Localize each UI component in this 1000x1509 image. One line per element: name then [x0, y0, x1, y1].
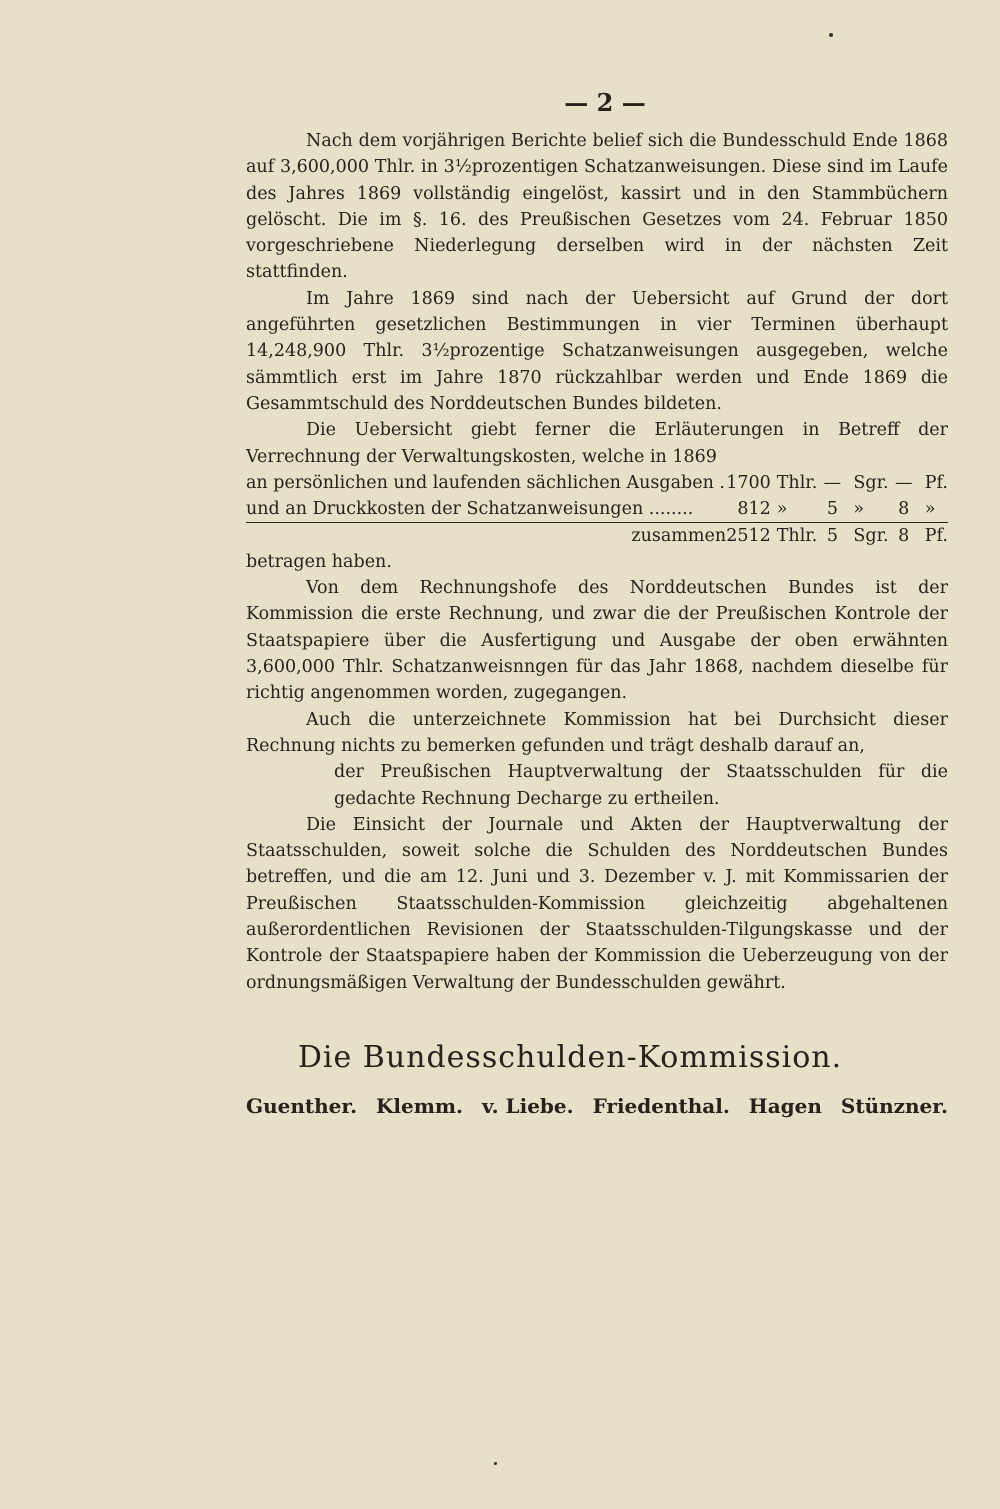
paragraph: Von dem Rechnungshofe des Norddeutschen Bundes ist der Kommission die erste Rechnung, und zwar die der Preußischen Kontrole der Staatspapiere über die Ausfertigung und Ausgabe der oben erwähnten 3,600,000 Thlr. Schatzanweisnngen für das Jahr 1868, nachdem dieselbe für richtig angenommen worden, zugegangen.	[246, 578, 948, 704]
paragraph: Im Jahre 1869 sind nach der Uebersicht auf Grund der dort angeführten gesetzlichen Bestimmungen in vier Terminen überhaupt 14,248,900 Thlr. 3½prozentige Schatzanweisungen ausgegeben, welche sämmtlich erst im Jahre 1870 rückzahlbar werden und Ende 1869 die Gesammtschuld des Norddeutschen Bundes bildeten.	[246, 288, 948, 414]
ledger-row	[246, 496, 948, 523]
signature-name: Guenther.	[246, 1094, 358, 1118]
ledger-label: an persönlichen und laufenden sächlichen Ausgaben .	[246, 472, 725, 493]
ink-speck	[494, 1462, 497, 1465]
ledger-total-row	[246, 522, 948, 549]
cost-ledger	[246, 470, 948, 549]
resolution: der Preußischen Hauptverwaltung der Staatsschulden für die gedachte Rechnung Decharge zu ertheilen.	[334, 762, 948, 809]
ledger-total-sgr-unit: Sgr.	[847, 522, 888, 549]
ledger-thlr: 1700	[726, 472, 771, 493]
ledger-total-thlr: 2512	[726, 522, 771, 549]
signatures	[246, 1094, 948, 1118]
ledger-row	[246, 470, 948, 496]
paragraph: betragen haben.	[246, 551, 392, 572]
paragraph: Auch die unterzeichnete Kommission hat bei Durchsicht dieser Rechnung nichts zu bemerken gefunden und trägt deshalb darauf an,	[246, 709, 948, 756]
ledger-pf-unit: »	[924, 498, 936, 519]
ledger-pf-unit: Pf.	[924, 472, 948, 493]
body-text	[246, 128, 948, 996]
ledger-thlr-unit: »	[776, 498, 788, 519]
paragraph: Die Einsicht der Journale und Akten der Hauptverwaltung der Staatsschulden, soweit solche die Schulden des Norddeutschen Bundes betreffen, und die am 12. Juni und 3. Dezember v. J. mit Kommissarien der Preußischen Staatsschulden-Kommission gleichzeitig abgehaltenen außerordentlichen Revisionen der Staatsschulden-Tilgungskasse und der Kontrole der Staatspapiere haben der Kommission die Ueberzeugung von der ordnungsmäßigen Verwaltung der Bundesschulden gewährt.	[246, 814, 948, 993]
ledger-sgr-unit: »	[853, 498, 865, 519]
ledger-total-label: zusammen	[246, 522, 726, 549]
ledger-thlr-unit: Thlr.	[776, 472, 818, 493]
commission-title: Die Bundesschulden-Kommission.	[297, 1040, 843, 1075]
signature-name: v. Liebe.	[482, 1094, 574, 1118]
ledger-label: und an Druckkosten der Schatzanweisungen ........	[246, 498, 694, 519]
ledger-thlr: 812	[737, 498, 771, 519]
ledger-total-thlr-unit: Thlr.	[771, 522, 818, 549]
signature-name: Klemm.	[376, 1094, 464, 1118]
ledger-pf: —	[894, 472, 913, 493]
signature-name: Stünzner.	[840, 1094, 948, 1118]
page-number: — 2 —	[564, 88, 646, 117]
signature-name: Friedenthal.	[592, 1094, 730, 1118]
ledger-sgr: 5	[826, 498, 838, 519]
ledger-pf: 8	[898, 498, 910, 519]
ledger-total-sgr: 5	[817, 522, 847, 549]
signature-name: Hagen	[748, 1094, 822, 1118]
ledger-total-pf: 8	[889, 522, 919, 549]
paragraph: Die Uebersicht giebt ferner die Erläuterungen in Betreff der Verrechnung der Verwaltungskosten, welche in 1869	[246, 420, 948, 467]
ledger-sgr: —	[823, 472, 842, 493]
paragraph: Nach dem vorjährigen Berichte belief sich die Bundesschuld Ende 1868 auf 3,600,000 Thlr. in 3½prozentigen Schatzanweisungen. Diese sind im Laufe des Jahres 1869 vollständig eingelöst, kassirt und in den Stammbüchern gelöscht. Die im §. 16. des Preußischen Gesetzes vom 24. Februar 1850 vorgeschriebene Niederlegung derselben wird in der nächsten Zeit stattfinden.	[246, 131, 948, 283]
ledger-total-pf-unit: Pf.	[919, 522, 948, 549]
ink-speck	[829, 33, 833, 37]
ledger-sgr-unit: Sgr.	[853, 472, 889, 493]
